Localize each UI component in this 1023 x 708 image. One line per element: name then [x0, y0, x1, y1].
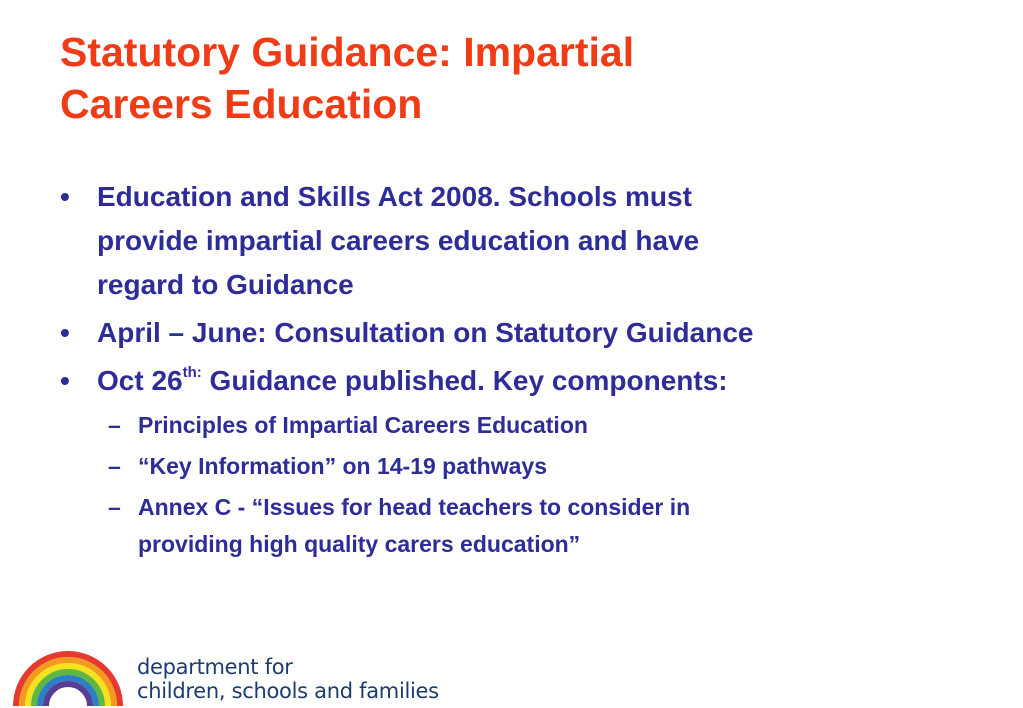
bullet-marker: • [60, 365, 70, 396]
bullet-text-line: April – June: Consultation on Statutory Guidance [97, 317, 754, 348]
slide-title-line-1: Statutory Guidance: Impartial [60, 29, 635, 75]
bullet-text-superscript: th: [182, 364, 202, 381]
bullet-marker: • [60, 317, 70, 348]
sub-item-annex-c [60, 489, 1000, 563]
bullet-text-pre: Oct 26 [97, 365, 183, 396]
slide-title-line-2: Careers Education [60, 81, 423, 127]
sub-item-principles [60, 407, 1000, 444]
bullet-item-guidance-published [60, 359, 1000, 403]
sub-item-text-line: Principles of Impartial Careers Education [138, 412, 588, 438]
department-logo-text [137, 655, 439, 703]
logo-text-line-1: department for [137, 655, 293, 679]
bullet-text-line: Education and Skills Act 2008. Schools must [97, 181, 692, 212]
bullet-text-post: Guidance published. Key components: [201, 365, 728, 396]
logo-text-line-2: children, schools and families [137, 679, 439, 703]
bullet-text-line [97, 359, 1000, 403]
bullet-text-line: provide impartial careers education and have [97, 225, 700, 256]
bullet-item-consultation [60, 311, 1000, 355]
sub-item-text-line: providing high quality carers education” [138, 531, 581, 557]
dash-marker: – [108, 494, 121, 520]
rainbow-arc [46, 684, 90, 706]
dash-marker: – [108, 453, 121, 479]
sub-item-key-information [60, 448, 1000, 485]
bullet-text-line: regard to Guidance [97, 269, 354, 300]
sub-item-text-line: “Key Information” on 14-19 pathways [138, 453, 547, 479]
dash-marker: – [108, 412, 121, 438]
slide-title [60, 26, 960, 130]
sub-item-text-line: Annex C - “Issues for head teachers to consider in [138, 494, 691, 520]
bullet-marker: • [60, 181, 70, 212]
bullet-item-act-2008 [60, 175, 1000, 307]
bullet-list [60, 175, 1000, 563]
